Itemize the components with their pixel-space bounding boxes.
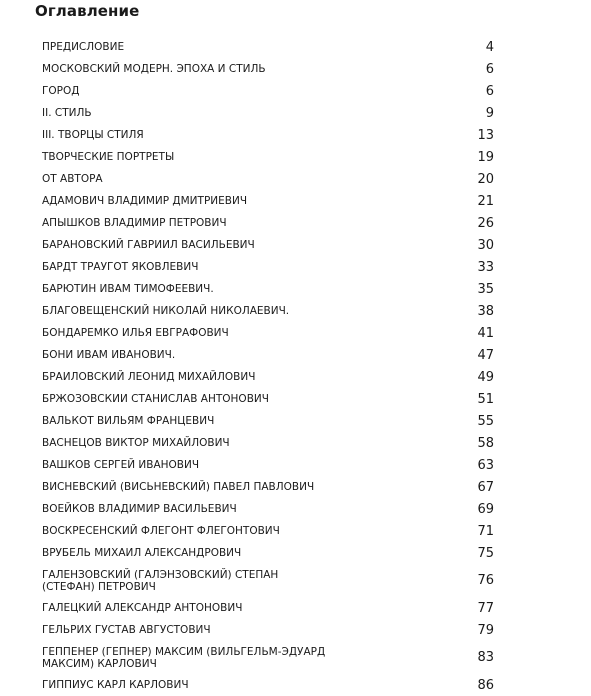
toc-entry[interactable] <box>42 597 494 619</box>
toc-entry-label: БАРАНОВСКИЙ ГАВРИИЛ ВАСИЛЬЕВИЧ <box>42 239 255 251</box>
toc-entry-label: ГОРОД <box>42 85 80 97</box>
toc-entry[interactable] <box>42 168 494 190</box>
toc-entry[interactable] <box>42 432 494 454</box>
toc-entry-label: БАРДТ ТРАУГОТ ЯКОВЛЕВИЧ <box>42 261 199 273</box>
toc-entry-page: 76 <box>477 573 494 588</box>
toc-entry-label: III. ТВОРЦЫ СТИЛЯ <box>42 129 144 141</box>
toc-entry[interactable] <box>42 58 494 80</box>
toc-entry-label: БРАИЛОВСКИЙ ЛЕОНИД МИХАЙЛОВИЧ <box>42 371 256 383</box>
toc-entry-label: МОСКОВСКИЙ МОДЕРН. ЭПОХА И СТИЛЬ <box>42 63 266 75</box>
toc-entry-label: ВАШКОВ СЕРГЕЙ ИВАНОВИЧ <box>42 459 200 471</box>
toc-entry-label: БЛАГОВЕЩЕНСКИЙ НИКОЛАЙ НИКОЛАЕВИЧ. <box>42 305 290 317</box>
toc-entry-label: ВИСНЕВСКИЙ (ВИСЬНЕВСКИЙ) ПАВЕЛ ПАВЛОВИЧ <box>42 481 315 493</box>
toc-entry[interactable] <box>42 344 494 366</box>
toc-entry-page: 9 <box>485 105 494 121</box>
toc-entry[interactable] <box>42 234 494 256</box>
toc-title: Оглавление <box>35 2 140 20</box>
toc-entry-page: 63 <box>477 457 494 473</box>
toc-entry-label: ПРЕДИСЛОВИЕ <box>42 41 125 53</box>
toc-entry-label: БОНИ ИВАМ ИВАНОВИЧ. <box>42 349 176 361</box>
toc-entry-label: ГЕППЕНЕР (ГЕПНЕР) МАКСИМ (ВИЛЬГЕЛЬМ-ЭДУАРД МАКСИМ) КАРЛОВИЧ <box>42 645 326 670</box>
toc-entry[interactable] <box>42 476 494 498</box>
toc-entry[interactable] <box>42 641 494 674</box>
toc-entry-page: 35 <box>477 281 494 297</box>
toc-entry-page: 75 <box>477 545 494 561</box>
toc-entry-page: 79 <box>477 622 494 638</box>
toc-entry-page: 38 <box>477 303 494 319</box>
toc-entry-label: ГАЛЕНЗОВСКИЙ (ГАЛЭНЗОВСКИЙ) СТЕПАН (СТЕФАН) ПЕТРОВИЧ <box>42 568 279 593</box>
toc-list <box>42 36 494 696</box>
toc-entry[interactable] <box>42 146 494 168</box>
toc-entry[interactable] <box>42 36 494 58</box>
toc-entry-page: 4 <box>485 39 494 55</box>
toc-entry-label: ТВОРЧЕСКИЕ ПОРТРЕТЫ <box>42 151 175 163</box>
toc-entry-label: II. СТИЛЬ <box>42 107 92 119</box>
toc-entry[interactable] <box>42 80 494 102</box>
toc-entry-label: ВОСКРЕСЕНСКИЙ ФЛЕГОНТ ФЛЕГОНТОВИЧ <box>42 525 280 537</box>
toc-entry[interactable] <box>42 366 494 388</box>
toc-entry[interactable] <box>42 619 494 641</box>
toc-entry-label: ГЕЛЬРИХ ГУСТАВ АВГУСТОВИЧ <box>42 624 211 636</box>
toc-entry-page: 49 <box>477 369 494 385</box>
toc-entry-label: ВАСНЕЦОВ ВИКТОР МИХАЙЛОВИЧ <box>42 437 230 449</box>
toc-entry-label: АДАМОВИЧ ВЛАДИМИР ДМИТРИЕВИЧ <box>42 195 248 207</box>
toc-entry-label: ГАЛЕЦКИЙ АЛЕКСАНДР АНТОНОВИЧ <box>42 602 243 614</box>
toc-entry-page: 67 <box>477 479 494 495</box>
toc-entry[interactable] <box>42 190 494 212</box>
toc-entry[interactable] <box>42 674 494 696</box>
toc-entry-label: БРЖОЗОВСКИИ СТАНИСЛАВ АНТОНОВИЧ <box>42 393 269 405</box>
toc-entry[interactable] <box>42 542 494 564</box>
toc-entry-label: ВРУБЕЛЬ МИХАИЛ АЛЕКСАНДРОВИЧ <box>42 547 242 559</box>
toc-entry-page: 21 <box>477 193 494 209</box>
toc-entry-page: 47 <box>477 347 494 363</box>
toc-entry-label: БАРЮТИН ИВАМ ТИМОФЕЕВИЧ. <box>42 283 214 295</box>
toc-entry-page: 30 <box>477 237 494 253</box>
toc-entry-page: 55 <box>477 413 494 429</box>
toc-entry-page: 20 <box>477 171 494 187</box>
toc-entry-page: 71 <box>477 523 494 539</box>
toc-entry-label: ГИППИУС КАРЛ КАРЛОВИЧ <box>42 679 189 691</box>
toc-entry-page: 69 <box>477 501 494 517</box>
toc-entry-page: 86 <box>477 677 494 693</box>
toc-entry[interactable] <box>42 520 494 542</box>
toc-entry-label: БОНДАРЕМКО ИЛЬЯ ЕВГРАФОВИЧ <box>42 327 229 339</box>
toc-entry[interactable] <box>42 454 494 476</box>
toc-entry-page: 83 <box>477 650 494 665</box>
toc-entry[interactable] <box>42 498 494 520</box>
toc-entry-page: 6 <box>485 61 494 77</box>
toc-entry-page: 26 <box>477 215 494 231</box>
toc-entry[interactable] <box>42 300 494 322</box>
toc-entry-page: 33 <box>477 259 494 275</box>
toc-entry-page: 13 <box>477 127 494 143</box>
toc-entry[interactable] <box>42 102 494 124</box>
toc-entry[interactable] <box>42 212 494 234</box>
toc-entry-label: АПЫШКОВ ВЛАДИМИР ПЕТРОВИЧ <box>42 217 227 229</box>
toc-entry-page: 6 <box>485 83 494 99</box>
toc-entry[interactable] <box>42 564 494 597</box>
toc-entry[interactable] <box>42 322 494 344</box>
toc-entry[interactable] <box>42 256 494 278</box>
toc-entry-label: ВОЕЙКОВ ВЛАДИМИР ВАСИЛЬЕВИЧ <box>42 503 237 515</box>
toc-entry[interactable] <box>42 388 494 410</box>
toc-entry-page: 77 <box>477 600 494 616</box>
toc-entry[interactable] <box>42 278 494 300</box>
toc-entry[interactable] <box>42 410 494 432</box>
toc-entry-label: ВАЛЬКОТ ВИЛЬЯМ ФРАНЦЕВИЧ <box>42 415 215 427</box>
toc-entry-page: 58 <box>477 435 494 451</box>
toc-entry-page: 41 <box>477 325 494 341</box>
toc-entry-page: 51 <box>477 391 494 407</box>
toc-entry-label: ОТ АВТОРА <box>42 173 103 185</box>
toc-entry-page: 19 <box>477 149 494 165</box>
toc-entry[interactable] <box>42 124 494 146</box>
